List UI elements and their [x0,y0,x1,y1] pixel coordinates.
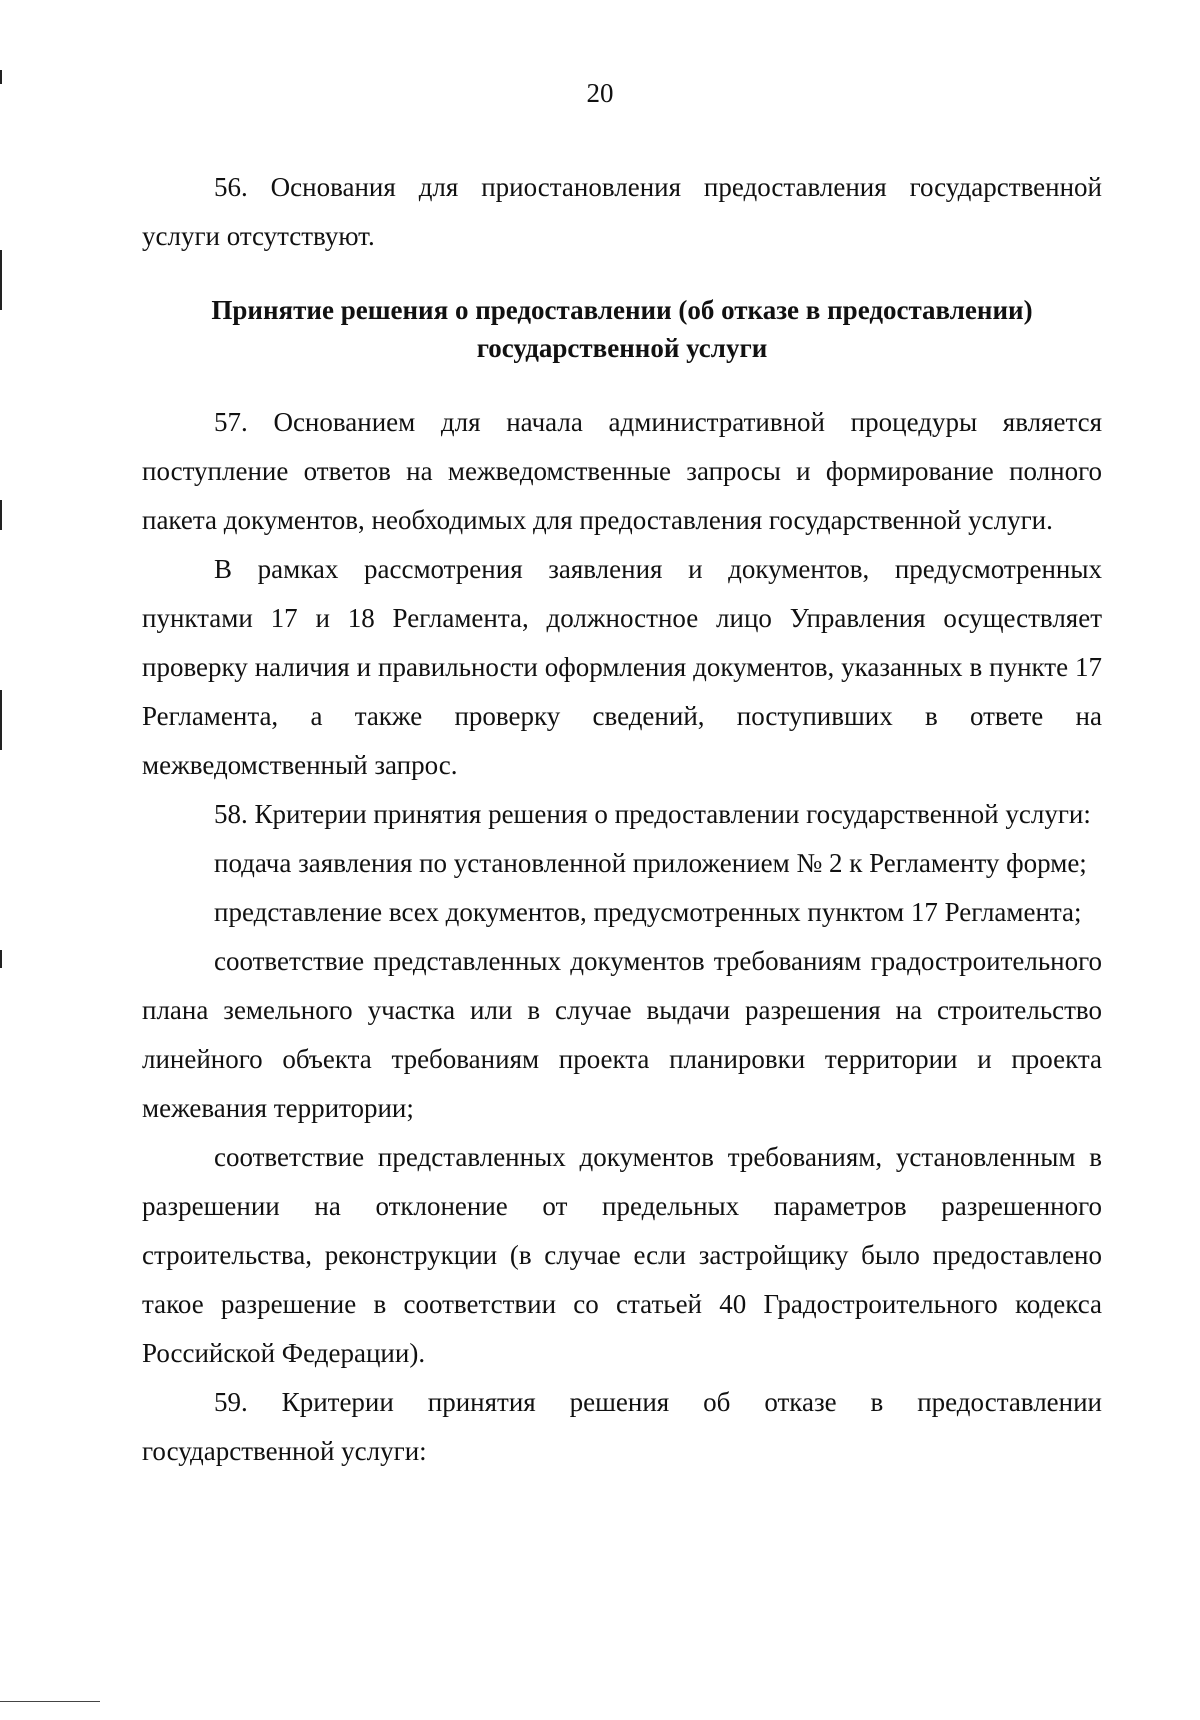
document-body [142,163,1102,1476]
section-heading [142,291,1102,367]
scan-edge-mark [0,250,2,310]
page-number: 20 [586,78,614,108]
scan-edge-mark [0,950,2,968]
scan-bottom-mark [0,1701,100,1702]
criterion-application-form: подача заявления по установленной приложением № 2 к Регламенту форме; [214,848,1087,878]
scan-edge-mark [0,500,2,530]
criterion-all-documents: представление всех документов, предусмотренных пунктом 17 Регламента; [214,897,1082,927]
section-heading-line-2: государственной услуги [476,333,768,363]
paragraph-59: 59. Критерии принятия решения об отказе в предоставлении государственной услуги: [142,1387,1102,1466]
criterion-plan-compliance: соответствие представленных документов требованиям градостроительного плана земельного участка или в случае выдачи разрешения на строительство линейного объекта требованиям проекта планировки территории и проекта межевания территории; [142,946,1102,1123]
paragraph-56: 56. Основания для приостановления предоставления государственной услуги отсутствуют. [142,172,1102,251]
criterion-deviation-permit: соответствие представленных документов требованиям, установленным в разрешении на отклонение от предельных параметров разрешенного строительства, реконструкции (в случае если застройщику было предоставлено такое разрешение в соответствии со статьей 40 Градостроительного кодекса Российской Федерации). [142,1142,1102,1368]
paragraph-57: 57. Основанием для начала административной процедуры является поступление ответов на межведомственные запросы и формирование полного пакета документов, необходимых для предоставления государственной услуги. [142,407,1102,535]
paragraph-57-review: В рамках рассмотрения заявления и документов, предусмотренных пунктами 17 и 18 Регламента, должностное лицо Управления осуществляет проверку наличия и правильности оформления документов, указанных в пункте 17 Регламента, а также проверку сведений, поступивших в ответе на межведомственный запрос. [142,554,1102,780]
scan-edge-mark [0,690,2,750]
section-heading-line-1: Принятие решения о предоставлении (об отказе в предоставлении) [211,295,1033,325]
paragraph-58: 58. Критерии принятия решения о предоставлении государственной услуги: [214,799,1091,829]
